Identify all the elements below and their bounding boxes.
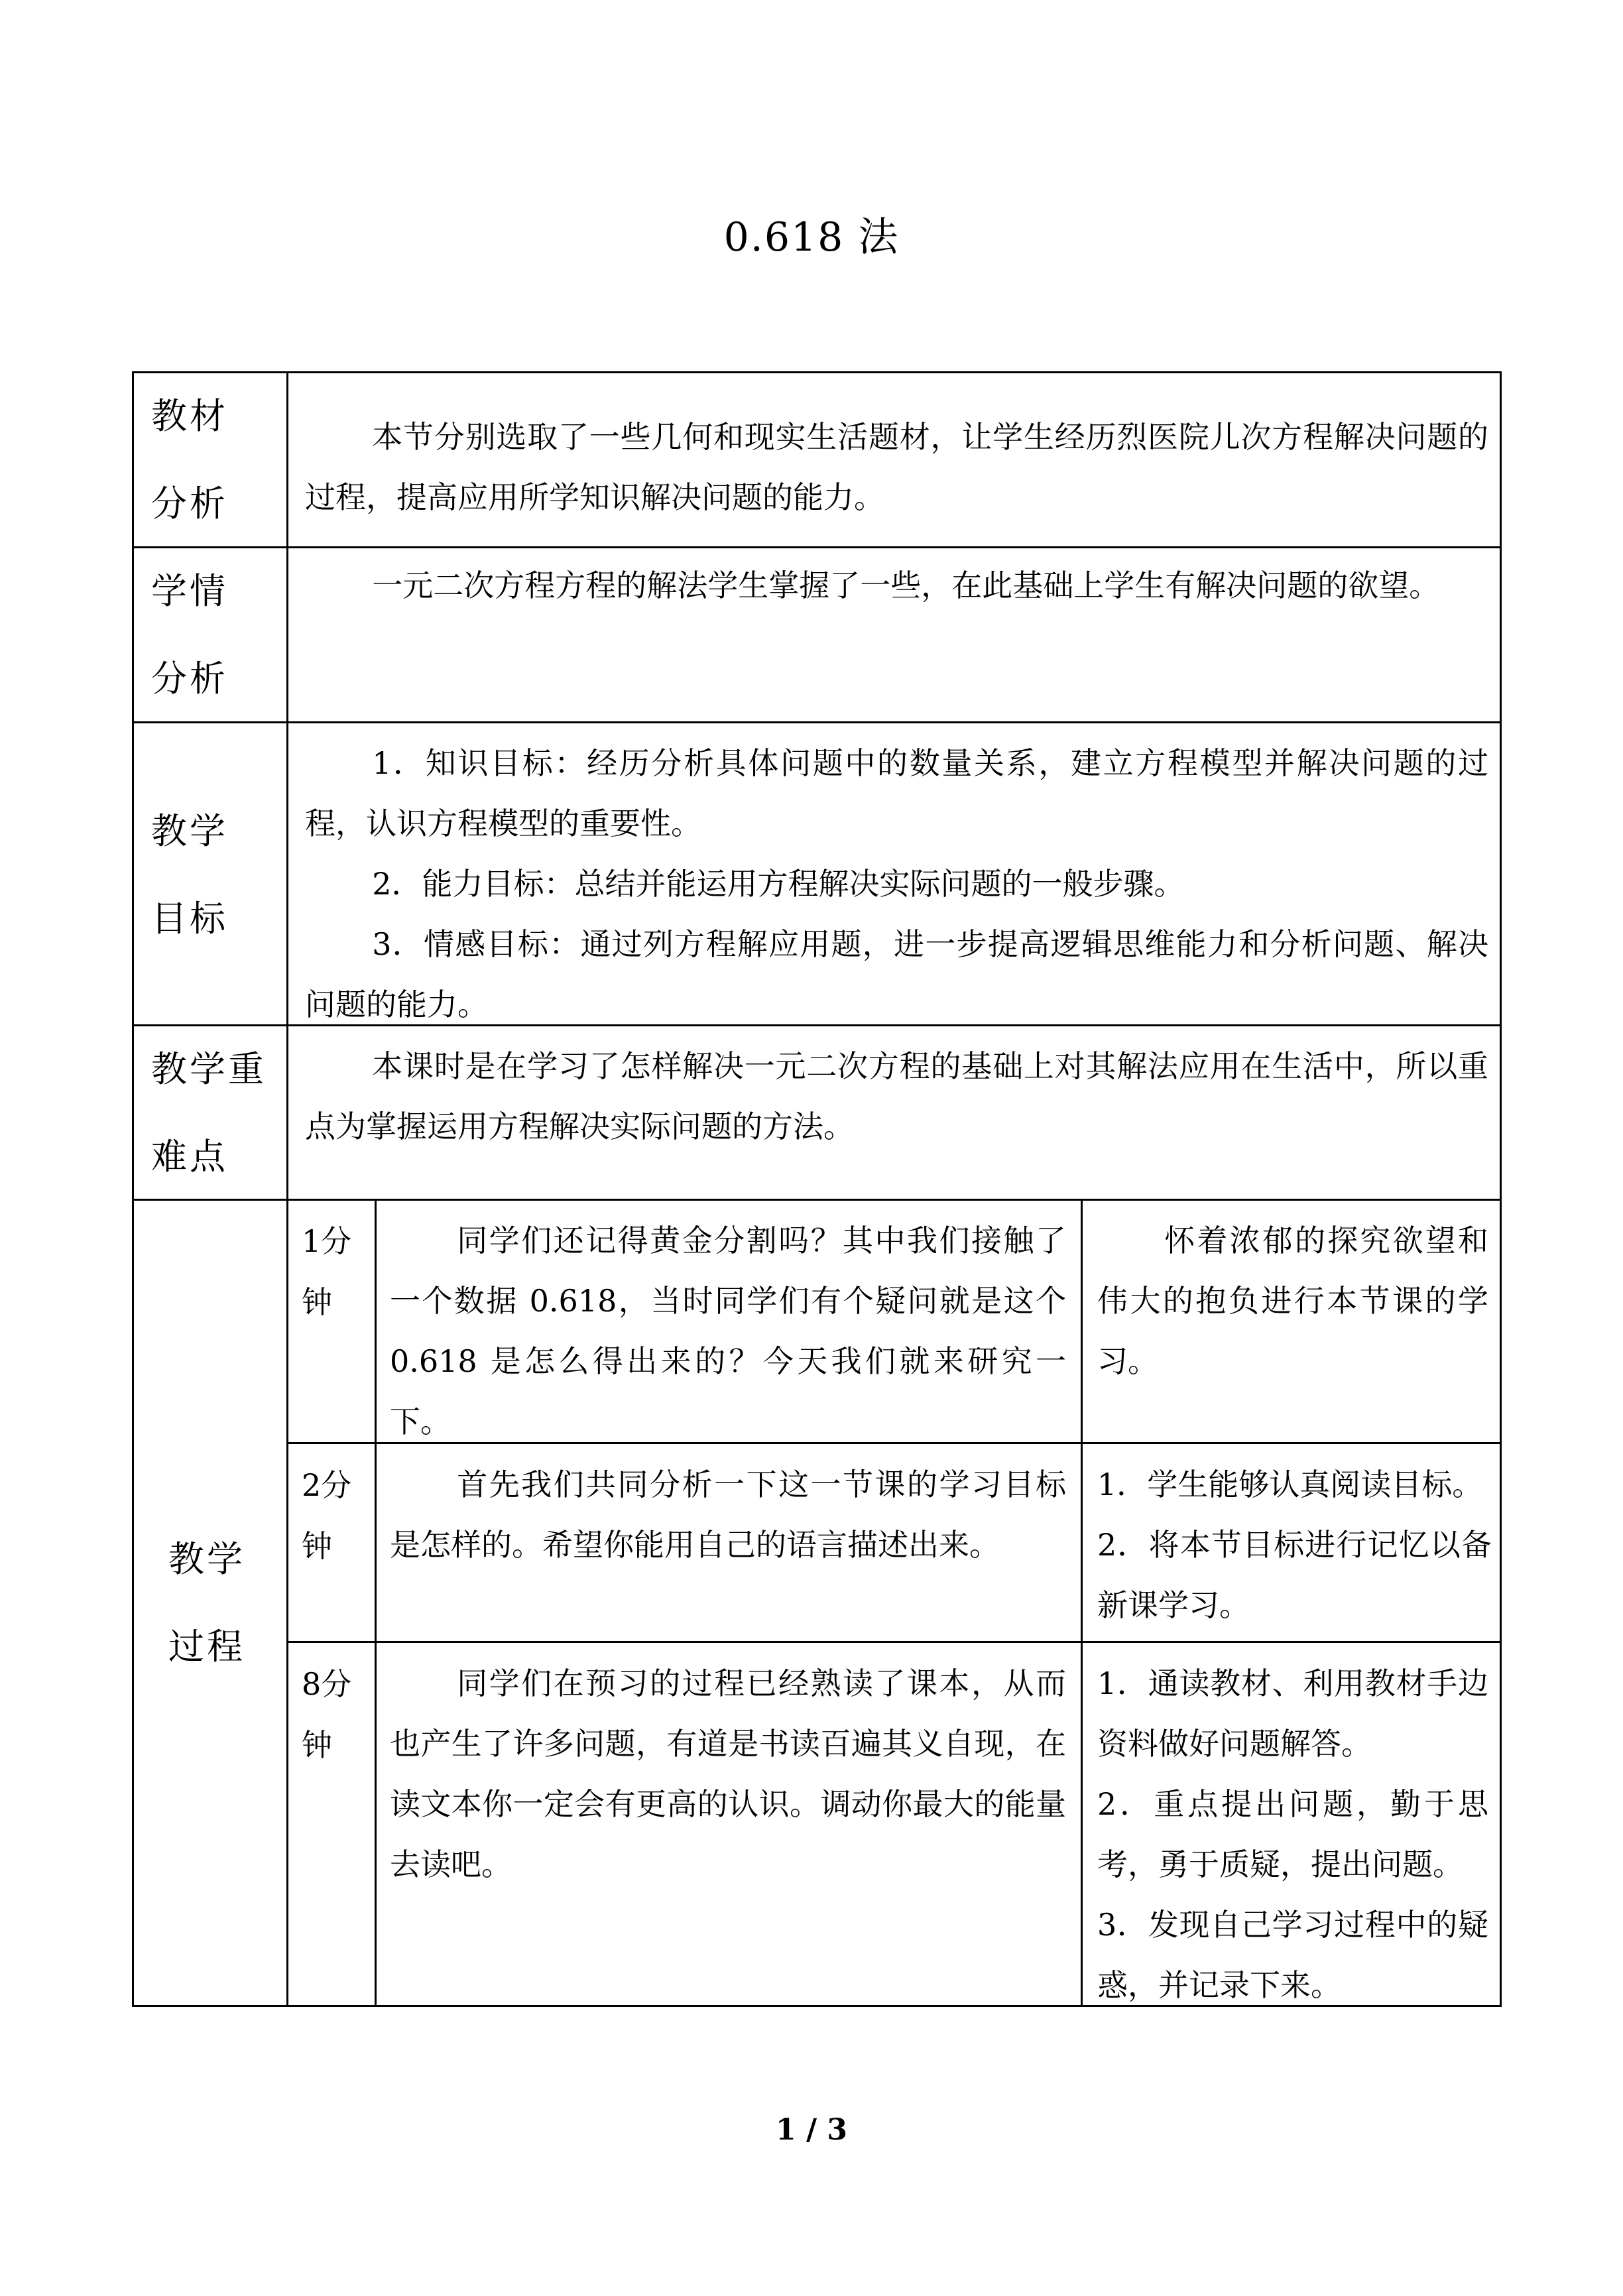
label-column-divider	[286, 371, 288, 2007]
time-column-divider	[375, 1199, 377, 2007]
process-time: 1分钟	[302, 1223, 352, 1320]
learner-analysis-text: 一元二次方程方程的解法学生掌握了一些，在此基础上学生有解决问题的欲望。	[372, 568, 1440, 603]
material-analysis-text: 本节分别选取了一些几何和现实生活题材，让学生经历烈医院儿次方程解决问题的过程，提高应用所学知识解决问题的能力。	[305, 419, 1488, 515]
key-points-text: 本课时是在学习了怎样解决一元二次方程的基础上对其解法应用在生活中，所以重点为掌握运用方程解决实际问题的方法。	[305, 1048, 1488, 1144]
process-time: 2分钟	[302, 1467, 352, 1564]
process-time: 8分钟	[302, 1666, 352, 1763]
page-separator: /	[796, 2113, 827, 2147]
row-divider	[132, 1199, 1502, 1201]
process-row-divider	[286, 1641, 1502, 1643]
process-teacher-activity: 同学们在预习的过程已经熟读了课本，从而也产生了许多问题，有道是书读百遍其义自现，在读文本你一定会有更高的认识。调动你最大的能量去读吧。	[390, 1665, 1066, 1882]
row-divider	[132, 546, 1502, 548]
row-label-process: 教学 过程	[168, 1538, 245, 1667]
goal-item: 2．能力目标：总结并能运用方程解决实际问题的一般步骤。	[372, 866, 1185, 902]
table-border-left	[132, 371, 134, 2007]
row-label-key-points: 教学重 难点	[151, 1048, 267, 1178]
student-column-divider	[1081, 1199, 1083, 2007]
row-label-goals: 教学 目标	[151, 810, 228, 939]
goal-item: 3．情感目标：通过列方程解应用题，进一步提高逻辑思维能力和分析问题、解决问题的能力。	[305, 926, 1488, 1022]
document-title: 0.618 法	[723, 214, 900, 261]
table-border-right	[1500, 371, 1502, 2007]
process-student-activity: 怀着浓郁的探究欲望和伟大的抱负进行本节课的学习。	[1097, 1223, 1488, 1379]
page-total: 3	[827, 2113, 847, 2147]
row-divider	[132, 721, 1502, 723]
teaching-goals-list	[305, 733, 1488, 1035]
table-border-top	[132, 371, 1502, 373]
process-student-activity: 1．通读教材、利用教材手边资料做好问题解答。 2．重点提出问题，勤于思考，勇于质疑，提出问题。 3．发现自己学习过程中的疑惑，并记录下来。	[1097, 1665, 1488, 2003]
goal-item: 1．知识目标：经历分析具体问题中的数量关系，建立方程模型并解决问题的过程，认识方程模型的重要性。	[305, 745, 1488, 841]
process-teacher-activity: 首先我们共同分析一下这一节课的学习目标是怎样的。希望你能用自己的语言描述出来。	[390, 1467, 1066, 1563]
process-teacher-activity: 同学们还记得黄金分割吗？其中我们接触了一个数据 0.618，当时同学们有个疑问就是这个 0.618 是怎么得出来的？今天我们就来研究一下。	[390, 1223, 1066, 1439]
row-label-learner: 学情 分析	[151, 570, 228, 699]
process-student-activity: 1．学生能够认真阅读目标。 2．将本节目标进行记忆以备新课学习。	[1097, 1467, 1492, 1623]
page-number	[0, 2110, 1623, 2150]
page-current: 1	[776, 2113, 796, 2147]
row-label-material: 教材 分析	[151, 395, 228, 524]
